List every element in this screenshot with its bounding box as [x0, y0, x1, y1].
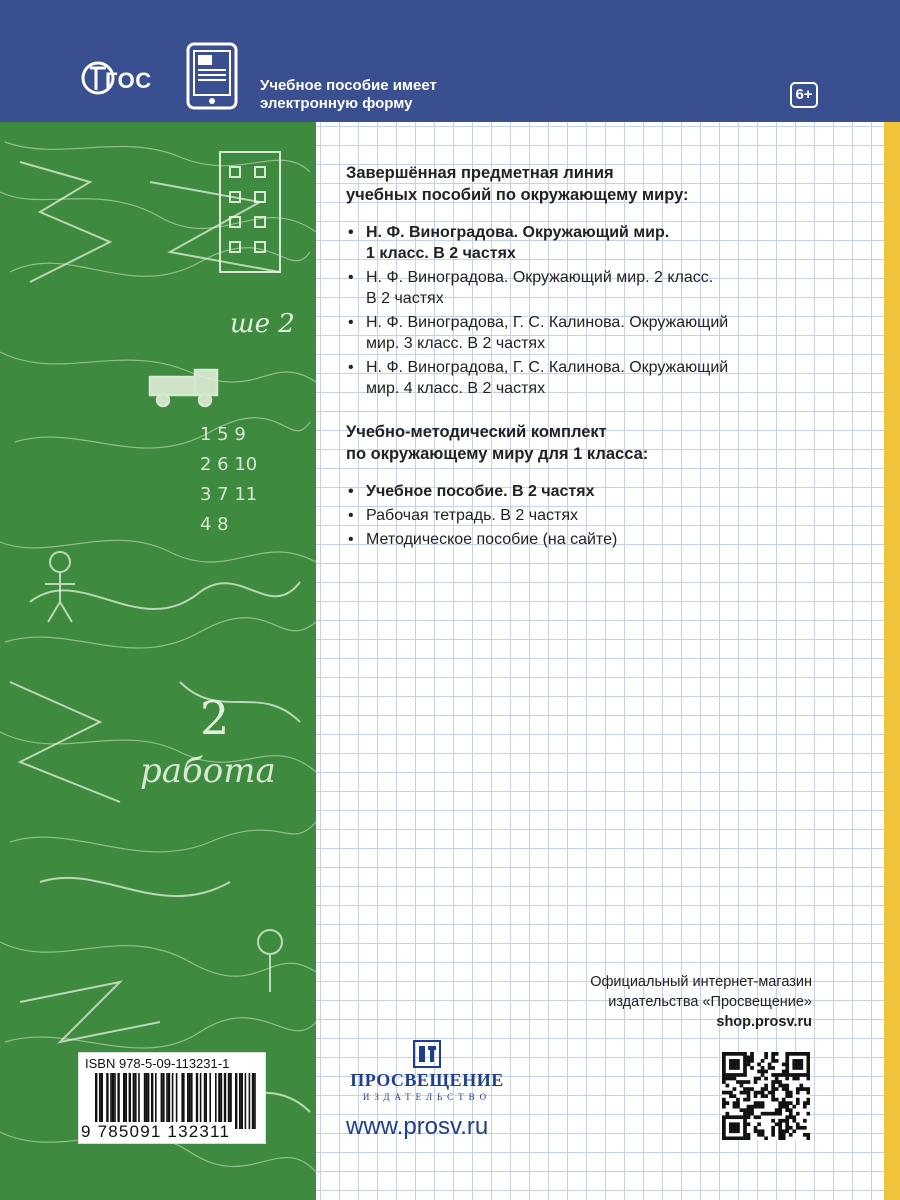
- chalk-number-row-2: 2 6 10: [200, 454, 258, 475]
- kit-section-title: [346, 421, 866, 465]
- line-section-title: [346, 162, 866, 206]
- shop-line-2: издательства «Просвещение»: [608, 994, 812, 1010]
- isbn-label: ISBN 978-5-09-113231-1: [85, 1056, 230, 1071]
- list-item: • Методическое пособие (на сайте): [346, 529, 866, 550]
- list-item-line-1: • Н. Ф. Виноградова, Г. С. Калинова. Окружающий: [366, 314, 729, 331]
- list-item-line-2: мир. 4 класс. В 2 частях: [366, 380, 546, 397]
- kit-section-list: [346, 481, 866, 550]
- publisher-subtitle: ИЗДАТЕЛЬСТВО: [362, 1092, 492, 1102]
- shop-info: [540, 972, 812, 1032]
- yellow-edge-strip: [884, 122, 900, 1200]
- list-item: • Рабочая тетрадь. В 2 частях: [346, 505, 866, 526]
- qr-code[interactable]: [722, 1052, 810, 1140]
- qr-code-icon: [722, 1052, 810, 1140]
- list-item-line-2: В 2 частях: [366, 290, 444, 307]
- shop-line-1: Официальный интернет-магазин: [590, 974, 812, 990]
- line-section-list: [346, 222, 866, 399]
- publisher-mark-icon: [413, 1040, 441, 1068]
- list-item: [346, 267, 866, 309]
- chalk-text-1: ше 2: [230, 309, 295, 339]
- fgos-label: ГОС: [105, 68, 152, 93]
- kit-section-title-2: по окружающему миру для 1 класса:: [346, 445, 649, 463]
- line-section-title-2: учебных пособий по окружающему миру:: [346, 186, 689, 204]
- content-block: [346, 162, 866, 553]
- eform-note: [260, 77, 437, 113]
- publisher-name: ПРОСВЕЩЕНИЕ: [350, 1070, 504, 1090]
- list-item-line-1: • Н. Ф. Виноградова. Окружающий мир.: [366, 224, 670, 241]
- shop-url-link[interactable]: shop.prosv.ru: [716, 1014, 812, 1030]
- isbn-barcode-block: [78, 1052, 266, 1144]
- kit-section-title-1: Учебно-методический комплект: [346, 423, 607, 441]
- list-item: [346, 222, 866, 264]
- eform-line-2: электронную форму: [260, 95, 413, 112]
- publisher-website-link[interactable]: www.prosv.ru: [346, 1113, 489, 1140]
- line-section-title-1: Завершённая предметная линия: [346, 164, 614, 182]
- barcode-icon: [95, 1073, 261, 1129]
- eform-line-1: Учебное пособие имеет: [260, 77, 437, 94]
- top-band: [0, 0, 900, 122]
- chalk-number-row-4: 4 8: [200, 514, 229, 535]
- list-item: [346, 357, 866, 399]
- barcode-digits: 9 785091 132311: [81, 1122, 231, 1141]
- list-item-line-2: мир. 3 класс. В 2 частях: [366, 335, 546, 352]
- list-item-line-2: 1 класс. В 2 частях: [366, 245, 516, 262]
- age-rating-badge: 6+: [790, 82, 818, 108]
- chalk-text-2: 2: [200, 691, 230, 745]
- chalk-text-3: работа: [140, 751, 276, 791]
- chalk-drawing: [0, 122, 316, 1200]
- chalk-artwork: [0, 122, 316, 1200]
- list-item-line-1: • Н. Ф. Виноградова, Г. С. Калинова. Окружающий: [366, 359, 729, 376]
- tablet-icon: [186, 42, 238, 110]
- list-item: [346, 312, 866, 354]
- chalk-number-row-1: 1 5 9: [200, 424, 246, 445]
- publisher-logo: [346, 1040, 508, 1102]
- list-item: • Учебное пособие. В 2 частях: [346, 481, 866, 502]
- chalk-number-row-3: 3 7 11: [200, 484, 258, 505]
- list-item-line-1: • Н. Ф. Виноградова. Окружающий мир. 2 класс.: [366, 269, 714, 286]
